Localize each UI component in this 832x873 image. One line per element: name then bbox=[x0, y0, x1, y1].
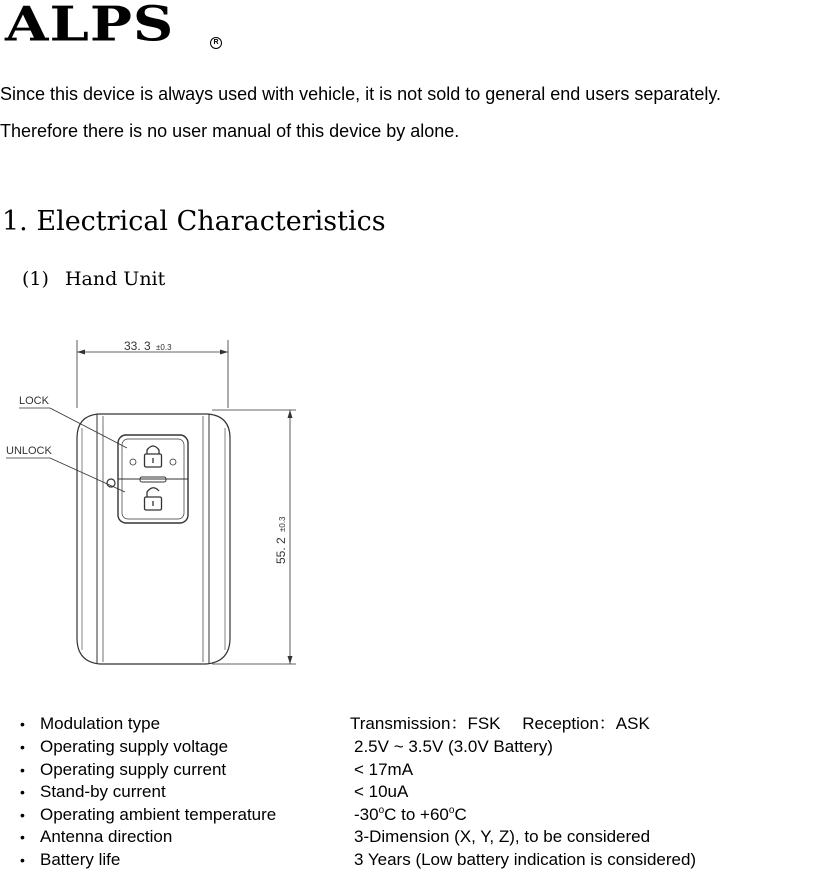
subsection-number: (1) bbox=[22, 268, 49, 290]
bullet: • bbox=[20, 806, 25, 823]
bullet: • bbox=[20, 829, 25, 845]
spec-label: Operating supply current bbox=[40, 759, 227, 779]
spec-value: 3-Dimension (X, Y, Z), to be considered bbox=[354, 827, 651, 846]
height-tolerance: ±0.3 bbox=[278, 516, 287, 532]
spec-value: 2.5V ~ 3.5V (3.0V Battery) bbox=[354, 737, 553, 756]
degree-mark: o bbox=[448, 804, 455, 816]
spec-label: Operating ambient temperature bbox=[40, 804, 277, 824]
spec-value bbox=[354, 804, 467, 827]
width-tolerance: ±0.3 bbox=[156, 343, 172, 352]
height-label: 55. 2 bbox=[274, 537, 288, 564]
height-dimension bbox=[212, 410, 296, 664]
lock-open-icon bbox=[145, 488, 162, 510]
alps-logo: ALPS bbox=[5, 0, 175, 53]
device-body bbox=[77, 414, 230, 664]
temp-range: C to +60 bbox=[384, 804, 449, 824]
hand-unit-drawing bbox=[0, 328, 310, 673]
bullet: • bbox=[20, 784, 25, 800]
degree-mark: o bbox=[378, 804, 385, 816]
bullet: • bbox=[20, 739, 25, 755]
subsection-heading bbox=[22, 268, 165, 290]
lock-callout bbox=[19, 395, 127, 448]
section-number: 1. bbox=[2, 206, 28, 237]
spec-value: Transmission：FSK Reception：ASK bbox=[350, 714, 650, 733]
bullet: • bbox=[20, 761, 25, 778]
bullet: • bbox=[20, 716, 25, 732]
spec-label: Modulation type bbox=[40, 714, 161, 733]
section-title: Electrical Characteristics bbox=[36, 206, 386, 237]
width-dimension bbox=[77, 339, 228, 408]
spec-value: < 17mA bbox=[354, 759, 414, 779]
intro-line-2: Therefore there is no user manual of this device by alone. bbox=[0, 121, 460, 141]
registered-mark: R bbox=[210, 37, 222, 49]
lock-closed-icon bbox=[145, 446, 162, 467]
spec-label: Antenna direction bbox=[40, 827, 173, 846]
spec-label: Stand-by current bbox=[40, 782, 166, 801]
lock-label: LOCK bbox=[19, 395, 49, 407]
spec-label: Operating supply voltage bbox=[40, 737, 229, 756]
temp-unit: C bbox=[454, 804, 467, 824]
bullet: • bbox=[20, 851, 25, 868]
subsection-title: Hand Unit bbox=[64, 268, 166, 290]
spec-value: < 10uA bbox=[354, 782, 409, 801]
temp-min: -30 bbox=[354, 804, 379, 824]
unlock-label: UNLOCK bbox=[6, 445, 52, 457]
spec-label: Battery life bbox=[40, 849, 121, 869]
spec-value: 3 Years (Low battery indication is considered) bbox=[354, 849, 697, 869]
width-label: 33. 3 bbox=[124, 339, 151, 353]
section-heading bbox=[2, 206, 386, 237]
intro-line-1: Since this device is always used with vehicle, it is not sold to general end users separately. bbox=[0, 84, 722, 104]
